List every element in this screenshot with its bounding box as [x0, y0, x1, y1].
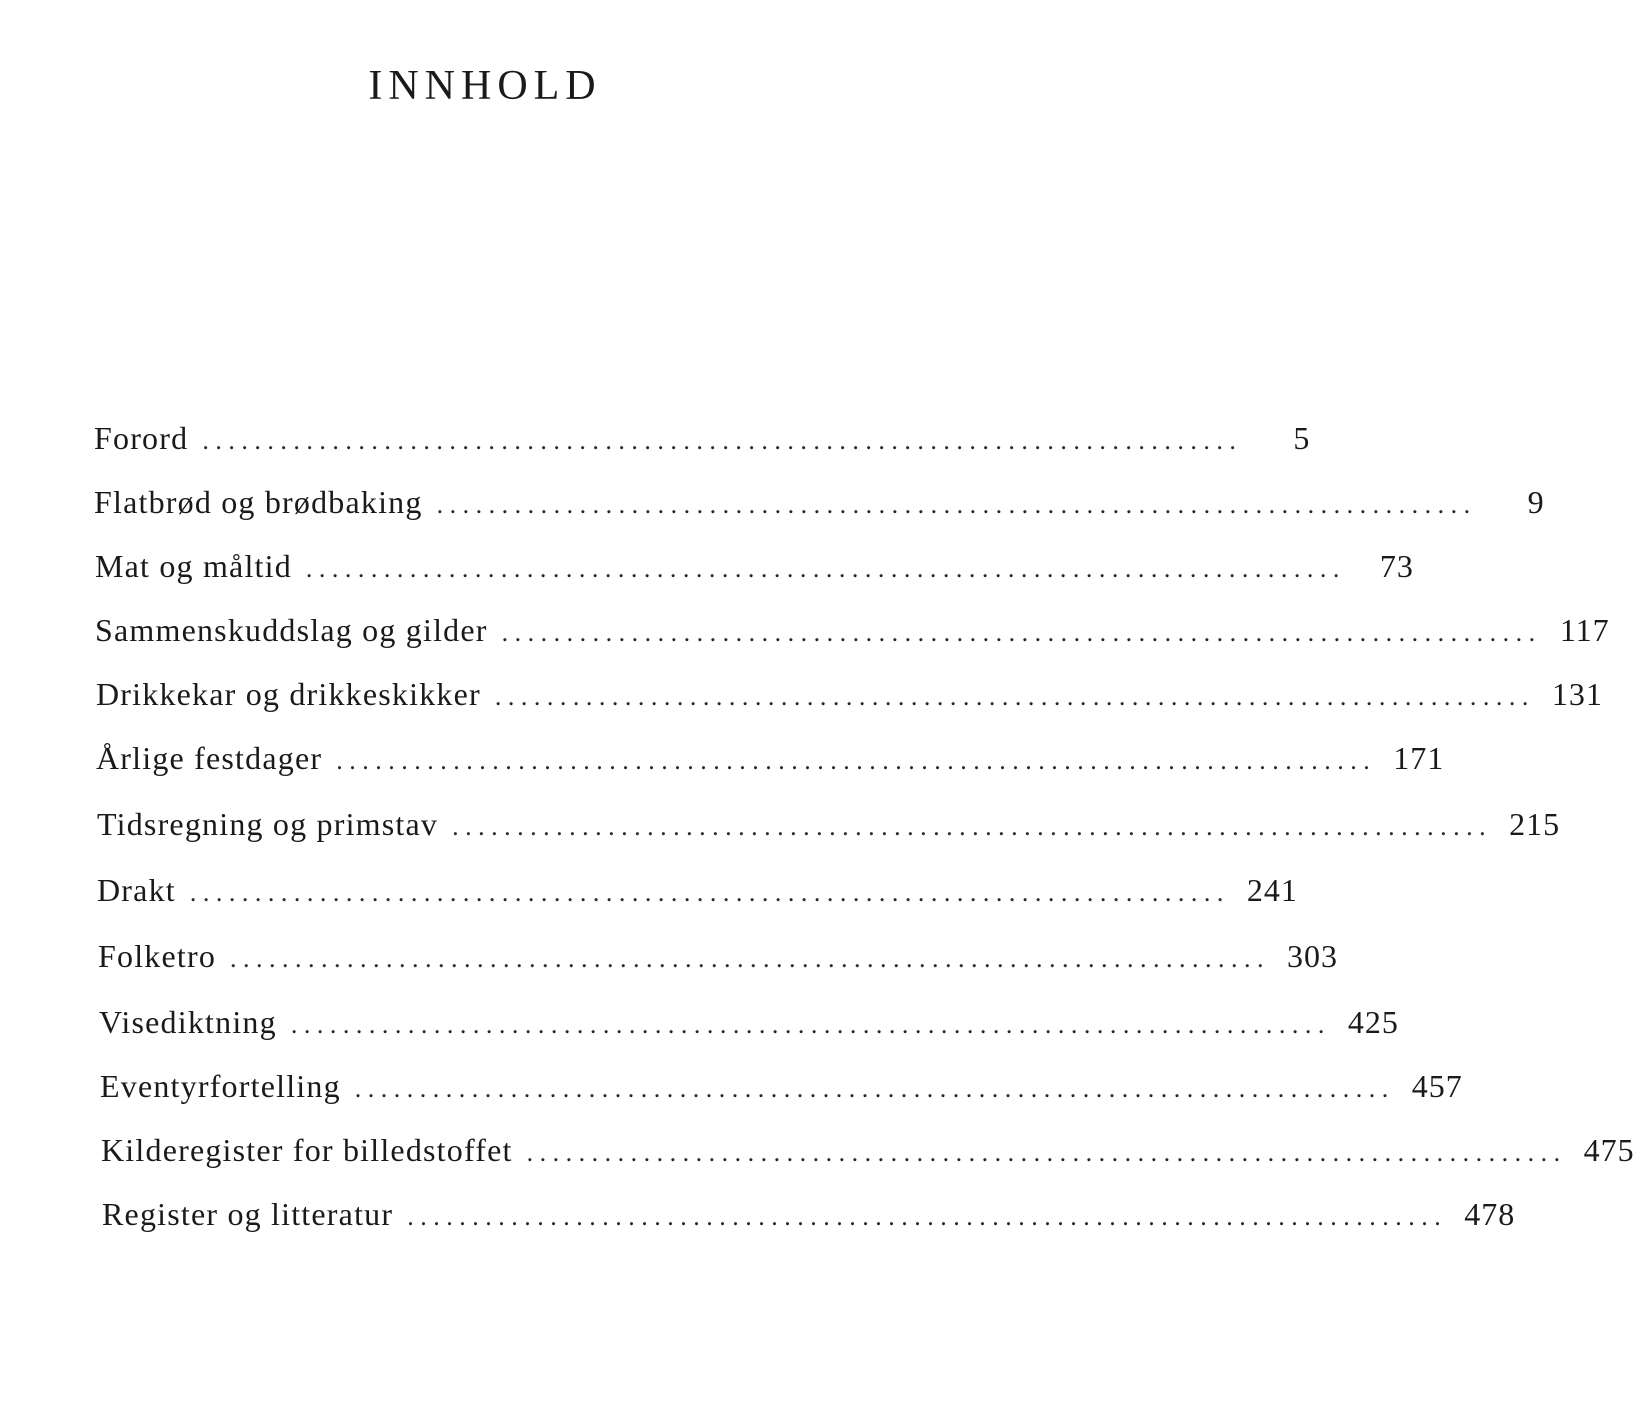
toc-entry-title: Sammenskuddslag og gilder	[95, 612, 488, 648]
toc-entry-title: Folketro	[98, 938, 217, 974]
toc-entry	[101, 1132, 1635, 1182]
toc-dot-leader: ................................................................................	[354, 1074, 1395, 1103]
toc-dot-leader: ................................................................................	[230, 944, 1271, 973]
toc-page-number: 478	[1464, 1196, 1516, 1232]
toc-entry-title: Mat og måltid	[95, 548, 292, 584]
toc-page-number: 241	[1246, 872, 1298, 908]
toc-dot-leader: ................................................................................	[526, 1138, 1567, 1167]
toc-entry	[102, 1196, 1516, 1246]
toc-page-number: 9	[1527, 484, 1545, 520]
toc-entry-title: Eventyrfortelling	[100, 1068, 341, 1104]
toc-page-number: 475	[1583, 1132, 1635, 1168]
toc-dot-leader: ................................................................................	[202, 426, 1243, 455]
toc-dot-leader: ................................................................................	[494, 682, 1535, 711]
toc-entry	[95, 612, 1610, 662]
toc-dot-leader: ................................................................................	[452, 812, 1493, 841]
toc-page-number: 117	[1559, 612, 1610, 648]
toc-entry	[99, 1004, 1399, 1054]
toc-entry-title: Tidsregning og primstav	[97, 806, 439, 842]
toc-entry	[97, 872, 1298, 922]
toc-dot-leader: ................................................................................	[305, 554, 1346, 583]
toc-entry	[96, 740, 1445, 790]
toc-page-number: 215	[1509, 806, 1561, 842]
toc-dot-leader: ................................................................................	[290, 1010, 1331, 1039]
toc-entry	[97, 806, 1561, 856]
toc-entry-title: Kilderegister for billedstoffet	[101, 1132, 513, 1168]
toc-dot-leader: ................................................................................	[501, 618, 1542, 647]
toc-page-number: 131	[1551, 676, 1603, 712]
toc-page-number: 303	[1287, 938, 1339, 974]
toc-entry-title: Årlige festdager	[96, 740, 323, 776]
toc-entry-title: Forord	[94, 420, 189, 456]
toc-page-number: 425	[1347, 1004, 1399, 1040]
toc-entry	[95, 548, 1414, 598]
toc-dot-leader: ................................................................................	[407, 1202, 1448, 1231]
toc-dot-leader: ................................................................................	[189, 878, 1230, 907]
toc-entry-title: Visediktning	[99, 1004, 277, 1040]
toc-page-number: 457	[1411, 1068, 1463, 1104]
toc-page-number: 5	[1293, 420, 1311, 456]
toc-entry	[94, 420, 1311, 470]
toc-page-number: 171	[1393, 740, 1445, 776]
toc-entry-title: Register og litteratur	[102, 1196, 394, 1232]
toc-entry-title: Drakt	[97, 872, 176, 908]
toc-dot-leader: ................................................................................	[436, 490, 1477, 519]
toc-entry	[98, 938, 1339, 988]
toc-entry-title: Drikkekar og drikkeskikker	[96, 676, 481, 712]
toc-dot-leader: ................................................................................	[336, 746, 1377, 775]
toc-page-number: 73	[1379, 548, 1414, 584]
page-title: INNHOLD	[368, 63, 602, 109]
toc-entry-title: Flatbrød og brødbaking	[94, 484, 423, 520]
toc-entry	[96, 676, 1603, 726]
toc-entry	[100, 1068, 1463, 1118]
toc-entry	[94, 484, 1545, 534]
